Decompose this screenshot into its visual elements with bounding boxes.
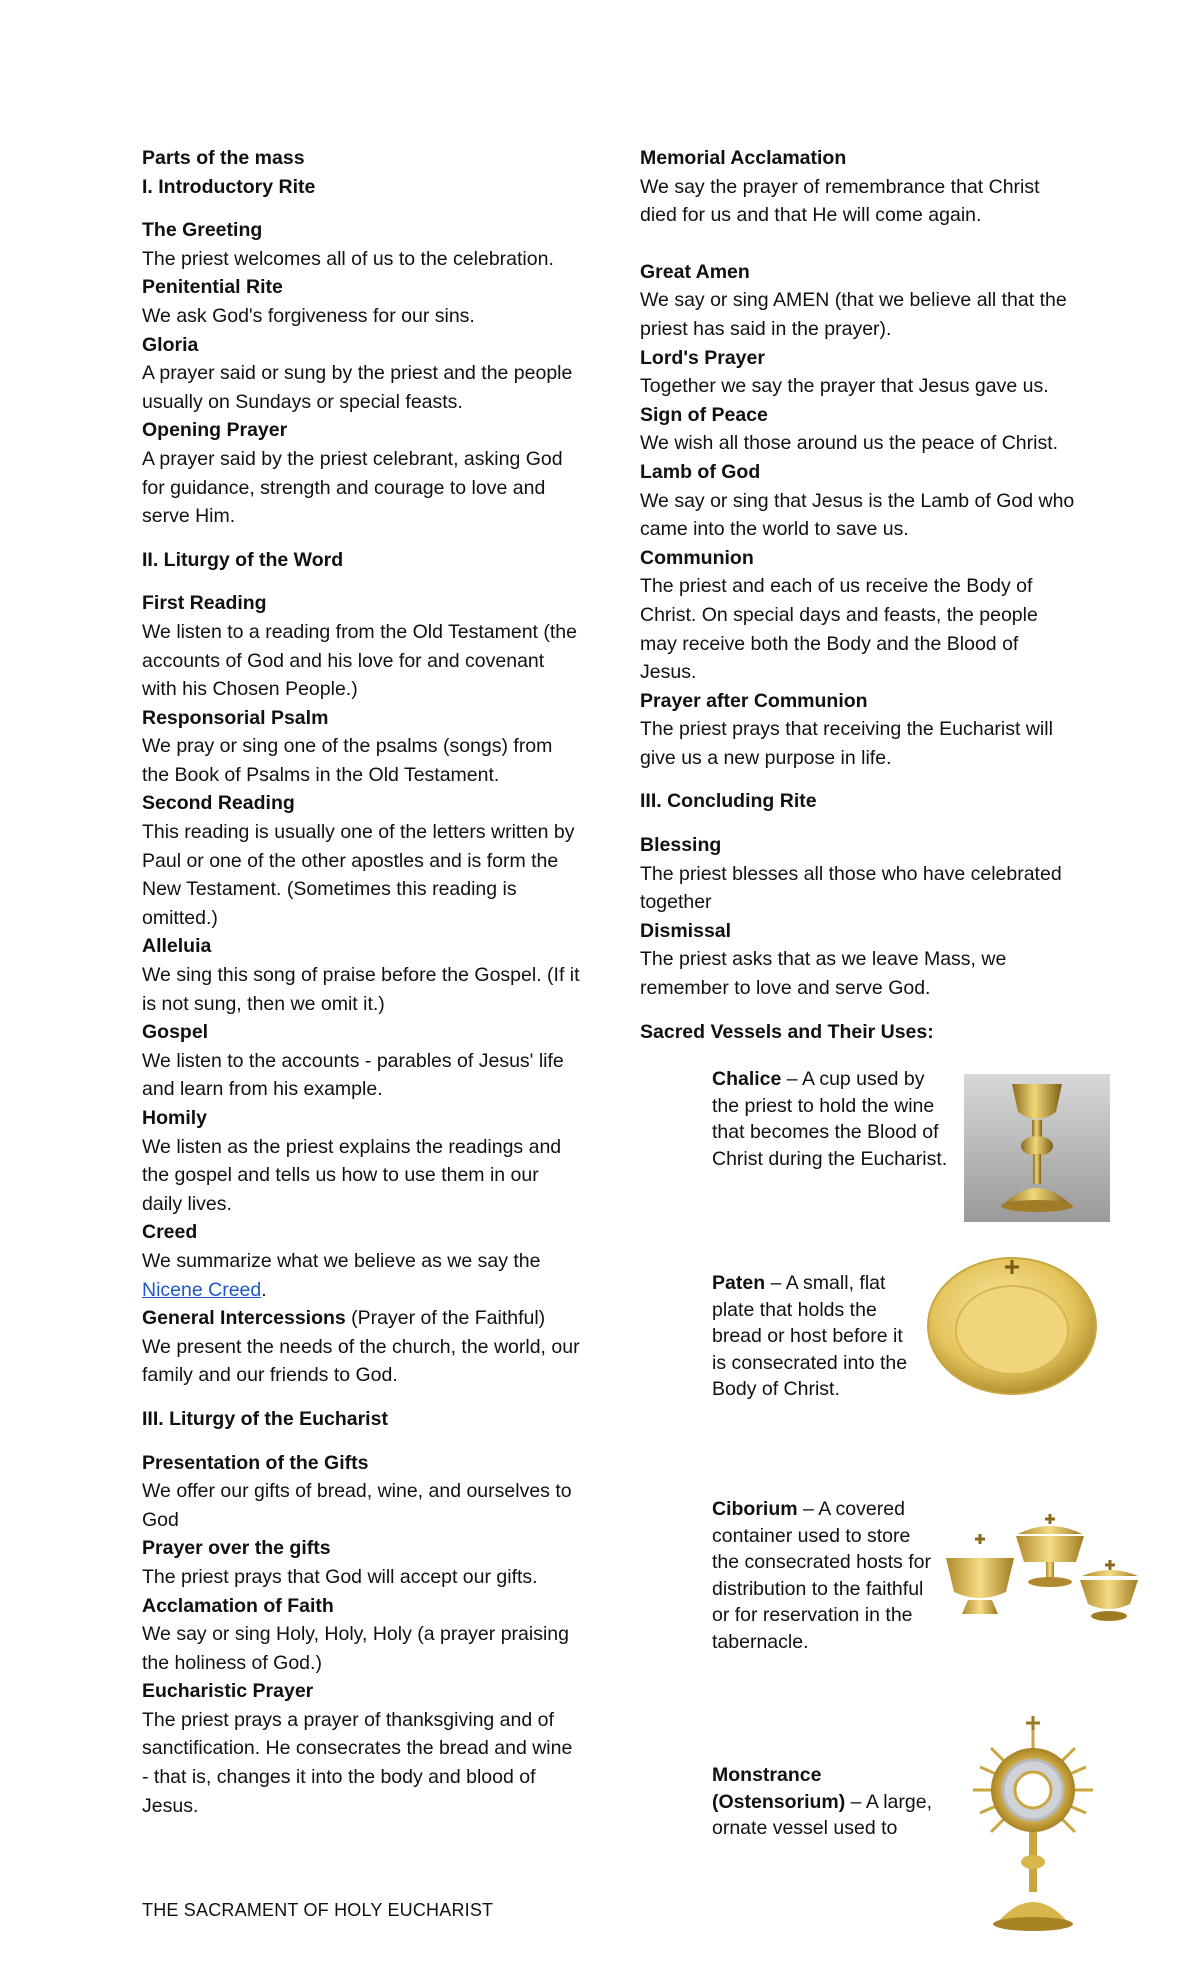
eucharistic-prayer-text: The priest prays a prayer of thanksgiving and of sanctification. He consecrates the bread and wine - that is, changes it into the body and blood of Jesus.: [142, 1708, 573, 1817]
chalice-description: [712, 1066, 948, 1172]
left-column: [142, 144, 582, 1820]
penitential-title: Penitential Rite: [142, 276, 283, 299]
section-introductory-rite: I. Introductory Rite: [142, 175, 316, 198]
psalm-text: We pray or sing one of the psalms (songs) from the Book of Psalms in the Old Testament.: [142, 735, 553, 786]
after-communion-text: The priest prays that receiving the Eucharist will give us a new purpose in life.: [640, 718, 1053, 769]
second-reading-title: Second Reading: [142, 792, 295, 815]
peace-text: We wish all those around us the peace of Christ.: [640, 432, 1059, 455]
second-reading-text: This reading is usually one of the letters written by Paul or one of the other apostles and is form the New Testament. (Sometimes this reading is omitted.): [142, 821, 575, 929]
eucharistic-prayer-title: Eucharistic Prayer: [142, 1680, 314, 1703]
gospel-text: We listen to the accounts - parables of Jesus' life and learn from his example.: [142, 1049, 564, 1101]
first-reading-title: First Reading: [142, 592, 267, 615]
section-liturgy-word: II. Liturgy of the Word: [142, 548, 344, 571]
lords-prayer-title: Lord's Prayer: [640, 346, 765, 369]
doc-heading: Parts of the mass: [142, 147, 305, 169]
intercessions-title: General Intercessions: [142, 1307, 346, 1330]
creed-text-after: .: [261, 1278, 267, 1301]
section-concluding-rite: III. Concluding Rite: [640, 790, 817, 813]
communion-title: Communion: [640, 546, 754, 569]
amen-title: Great Amen: [640, 260, 750, 283]
intercessions-subtitle: (Prayer of the Faithful): [345, 1307, 546, 1330]
gifts-text: We offer our gifts of bread, wine, and ourselves to God: [142, 1480, 572, 1531]
after-communion-title: Prayer after Communion: [640, 689, 868, 712]
intercessions-text: We present the needs of the church, the world, our family and our friends to God.: [142, 1335, 580, 1387]
creed-text: [142, 1247, 582, 1304]
creed-text-before: We summarize what we believe as we say the: [142, 1249, 541, 1272]
homily-text: We listen as the priest explains the readings and the gospel and tells us how to use them in our daily lives.: [142, 1135, 562, 1215]
footer-title: THE SACRAMENT OF HOLY EUCHARIST: [142, 1900, 494, 1920]
lamb-title: Lamb of God: [640, 460, 761, 483]
lords-prayer-text: Together we say the prayer that Jesus gave us.: [640, 375, 1049, 398]
paten-text: – A small, flat plate that holds the bread or host before it is consecrated into the Body of Christ.: [712, 1272, 908, 1401]
greeting-title: The Greeting: [142, 219, 263, 242]
dismissal-text: The priest asks that as we leave Mass, we remember to love and serve God.: [640, 948, 1007, 1000]
acclamation-title: Acclamation of Faith: [142, 1594, 334, 1617]
alleluia-title: Alleluia: [142, 935, 212, 958]
chalice-text: – A cup used by the priest to hold the wine that becomes the Blood of Christ during the Eucharist.: [712, 1068, 948, 1170]
monstrance-name: Monstrance (Ostensorium): [712, 1764, 846, 1813]
homily-title: Homily: [142, 1107, 208, 1129]
amen-text: We say or sing AMEN (that we believe all that the priest has said in the prayer).: [640, 289, 1067, 340]
opening-prayer-title: Opening Prayer: [142, 419, 288, 442]
gospel-title: Gospel: [142, 1021, 209, 1044]
gloria-title: Gloria: [142, 333, 199, 356]
memorial-text: We say the prayer of remembrance that Christ died for us and that He will come again.: [640, 175, 1040, 227]
intercessions-title-line: [142, 1304, 582, 1333]
monstrance-image: [958, 1712, 1108, 1944]
dismissal-title: Dismissal: [640, 919, 732, 942]
penitential-text: We ask God's forgiveness for our sins.: [142, 304, 475, 327]
opening-prayer-text: A prayer said by the priest celebrant, asking God for guidance, strength and courage to love and serve Him.: [142, 447, 563, 528]
memorial-title: Memorial Acclamation: [640, 147, 847, 169]
vessels-heading: Sacred Vessels and Their Uses:: [640, 1020, 934, 1043]
greeting-text: The priest welcomes all of us to the celebration.: [142, 247, 554, 270]
prayer-gifts-text: The priest prays that God will accept our gifts.: [142, 1565, 538, 1588]
right-column: [640, 144, 1080, 1046]
chalice-image: [964, 1074, 1110, 1222]
peace-title: Sign of Peace: [640, 403, 768, 426]
communion-text: The priest and each of us receive the Body of Christ. On special days and feasts, the people may receive both the Body and the Blood of Jesus.: [640, 575, 1038, 684]
first-reading-text: We listen to a reading from the Old Testament (the accounts of God and his love for and covenant with his Chosen People.): [142, 620, 577, 701]
monstrance-text: – A large, ornate vessel used to: [712, 1790, 932, 1840]
gifts-title: Presentation of the Gifts: [142, 1451, 369, 1474]
prayer-gifts-title: Prayer over the gifts: [142, 1537, 331, 1560]
ciborium-description: [712, 1496, 932, 1656]
creed-title: Creed: [142, 1221, 198, 1244]
ciborium-name: Ciborium: [712, 1498, 798, 1520]
paten-description: [712, 1270, 922, 1403]
nicene-creed-link[interactable]: Nicene Creed: [142, 1278, 262, 1301]
acclamation-text: We say or sing Holy, Holy, Holy (a prayer praising the holiness of God.): [142, 1623, 569, 1674]
alleluia-text: We sing this song of praise before the Gospel. (If it is not sung, then we omit it.): [142, 964, 580, 1015]
psalm-title: Responsorial Psalm: [142, 706, 329, 729]
chalice-name: Chalice: [712, 1068, 782, 1090]
blessing-title: Blessing: [640, 834, 722, 857]
blessing-text: The priest blesses all those who have celebrated together: [640, 862, 1062, 914]
paten-image: [924, 1252, 1100, 1398]
gloria-text: A prayer said or sung by the priest and the people usually on Sundays or special feasts.: [142, 362, 573, 413]
section-liturgy-eucharist: III. Liturgy of the Eucharist: [142, 1407, 388, 1430]
monstrance-description: [712, 1762, 944, 1842]
ciborium-image: [940, 1504, 1140, 1644]
paten-name: Paten: [712, 1272, 766, 1294]
ciborium-text: – A covered container used to store the consecrated hosts for distribution to the faithful or for reservation in the tabernacle.: [712, 1498, 931, 1653]
lamb-text: We say or sing that Jesus is the Lamb of God who came into the world to save us.: [640, 489, 1075, 541]
